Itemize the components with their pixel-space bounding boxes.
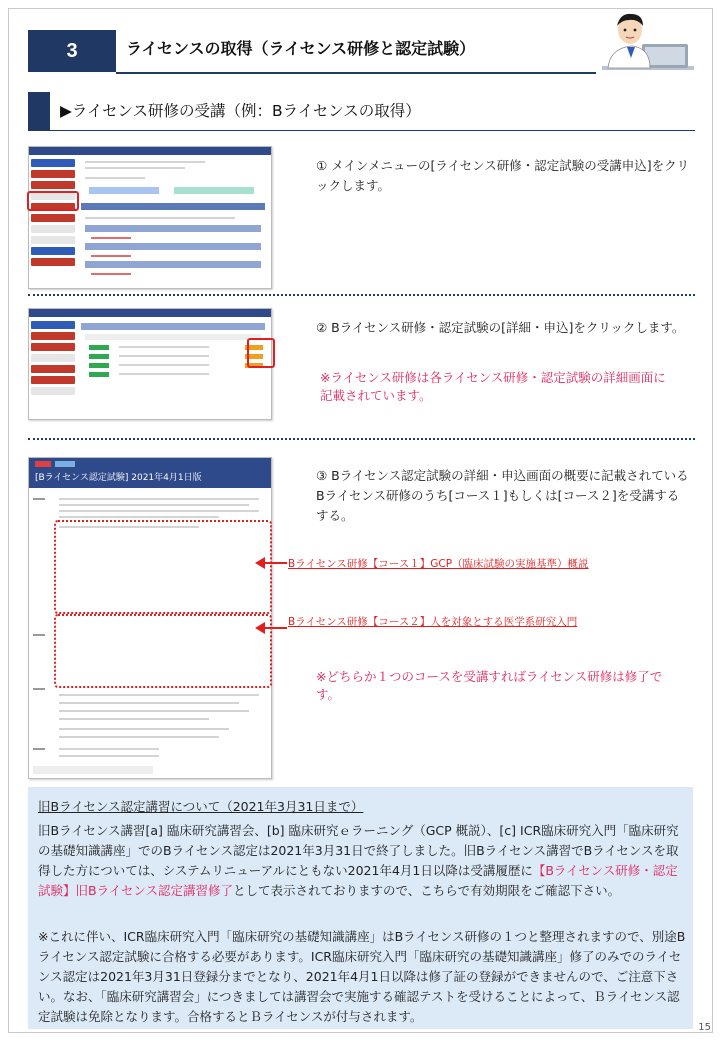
- info-title: 旧Bライセンス認定講習について（2021年3月31日まで）: [38, 799, 364, 814]
- info-p1-text: 旧Bライセンス講習[a] 臨床研究講習会、[b] 臨床研究ｅラーニング（GCP 概説）、[c] ICR臨床研究入門「臨床研究の基礎知識講座」でのBライセンス認定は2021年3月31日で終了しました。旧Bライセンス講習でBライセンスを取得した方については、システムリニューアルにともない2021年4月1日以降は受講履歴に: [38, 823, 679, 878]
- info-paragraph-2: ※これに伴い、ICR臨床研究入門「臨床研究の基礎知識講座」はBライセンス研修の１つと整理されますので、別途Bライセンス認定試験に合格する必要があります。ICR臨床研究入門「臨床研究の基礎知識講座」修了のみでのライセンス認定は2021年3月31日登録分までとなり、2021年4月1日以降は修了証の登録ができませんので、ご注意下さい。なお、「臨床研究講習会」につきましては講習会で実施する確認テストを受けることによって、Ｂライセンス認定試験は免除となります。合格するとＢライセンスが付与されます。: [38, 929, 686, 1024]
- step-3-note: ※どちらか１つのコースを受講すればライセンス研修は修了です。: [316, 669, 663, 702]
- step-1-text: ① メインメニューの[ライセンス研修・認定試験の受講申込]をクリックします。: [316, 158, 690, 193]
- arrow-course-2: [255, 621, 289, 635]
- section-rule: [116, 72, 596, 74]
- subsection-rule: [28, 130, 695, 131]
- callout-course-1: Bライセンス研修【コース１】GCP（臨床試験の実施基準）概説: [288, 558, 589, 570]
- callout-course-2: Bライセンス研修【コース２】人を対象とする医学系研究入門: [288, 616, 578, 628]
- section-title: ライセンスの取得（ライセンス研修と認定試験）: [126, 39, 476, 58]
- course-list-screenshot: [28, 308, 272, 420]
- step-2-note: ※ライセンス研修は各ライセンス研修・認定試験の詳細画面に記載されています。: [320, 370, 666, 403]
- screenshot-sidebar: [31, 321, 75, 398]
- step-2-text: ② Bライセンス研修・認定試験の[詳細・申込]をクリックします。: [316, 320, 685, 335]
- page-number: 15: [698, 1022, 711, 1033]
- menu-item-highlight: [27, 191, 79, 211]
- exam-detail-header: [29, 458, 271, 488]
- screenshot-topbar: [29, 147, 271, 155]
- section-number: 3: [28, 30, 116, 72]
- step-3-text: ③ Bライセンス認定試験の詳細・申込画面の概要に記載されているBライセンス研修のうち[コース１]もしくは[コース２]を受講するする。: [316, 468, 689, 523]
- subsection-bar: [28, 92, 50, 130]
- exam-detail-title: [Bライセンス認定試験] 2021年4月1日版: [35, 473, 202, 483]
- separator-2: [28, 438, 695, 440]
- info-paragraph-1: [38, 821, 690, 901]
- arrow-course-1: [255, 556, 289, 570]
- detail-apply-highlight: [247, 338, 275, 368]
- office-worker-illustration: [598, 10, 698, 80]
- screenshot-sidebar: [31, 159, 75, 269]
- separator-1: [28, 294, 695, 296]
- info-p1-highlight: 【Bライセンス研修・認定試験】旧Bライセンス認定講習修了: [38, 863, 678, 898]
- info-p1-text-end: として表示されておりますので、こちらで有効期限をご確認下さい。: [232, 883, 621, 898]
- subsection-title: ▶ライセンス研修の受講（例：Bライセンスの取得）: [60, 102, 421, 120]
- course-2-box: [54, 614, 272, 688]
- main-menu-screenshot: [28, 146, 272, 289]
- course-1-box: [54, 520, 272, 614]
- screenshot-topbar: [29, 309, 271, 317]
- legacy-license-info-box: [28, 787, 693, 1029]
